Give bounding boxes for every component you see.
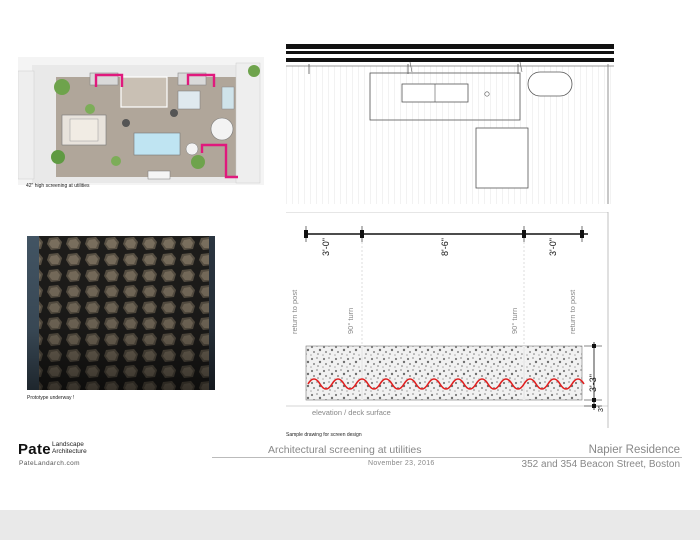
sheet-date: November 23, 2016	[368, 460, 435, 467]
return-to-post-left: return to post	[290, 289, 299, 334]
project-address: 352 and 354 Beacon Street, Boston	[521, 459, 680, 470]
height-dimension-label: 3'-3"	[588, 374, 598, 392]
project-name: Napier Residence	[588, 444, 680, 456]
screen-elevation	[286, 212, 614, 428]
logo-subtitle	[52, 441, 87, 455]
deck-plan-drawing	[286, 44, 614, 204]
photo-caption: Prototype underway !	[27, 395, 75, 401]
logo-line-2: Architecture	[52, 448, 87, 455]
site-plan-drawing	[18, 57, 264, 185]
drawing-caption: Sample drawing for screen design	[286, 432, 362, 438]
gap-dimension-label: 3"	[598, 405, 605, 412]
turn-right-label: 90° turn	[510, 307, 519, 334]
title-rule	[212, 457, 682, 458]
site-plan	[18, 57, 264, 185]
logo-url: PateLandarch.com	[19, 460, 80, 467]
surface-label: elevation / deck surface	[312, 408, 391, 417]
turn-left-label: 90° turn	[346, 307, 355, 334]
prototype-photo	[27, 236, 215, 390]
screen-elevation-drawing	[286, 212, 614, 428]
logo-name: Pate	[18, 441, 51, 458]
plan-caption: 42" high screening at utilities	[26, 183, 90, 189]
dim-right-label: 3'-0"	[548, 238, 558, 256]
viewer-footer-band	[0, 510, 700, 540]
sheet-title: Architectural screening at utilities	[268, 444, 422, 456]
dim-left-label: 3'-0"	[321, 238, 331, 256]
return-to-post-right: return to post	[568, 289, 577, 334]
dim-center-label: 8'-6"	[440, 238, 450, 256]
deck-plan	[286, 44, 614, 204]
prototype-photo-image	[27, 236, 215, 390]
logo-line-1: Landscape	[52, 441, 84, 448]
